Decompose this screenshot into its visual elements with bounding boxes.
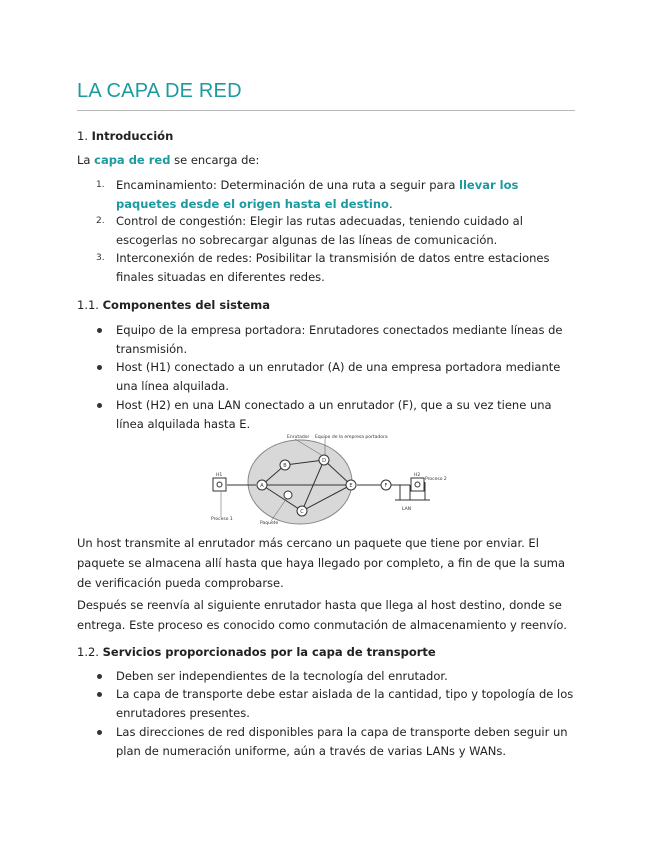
section-number: 1. [77, 129, 88, 143]
node-label: F [384, 483, 388, 489]
page-title: LA CAPA DE RED [77, 80, 242, 102]
bullet-icon [97, 403, 102, 408]
packet-icon [284, 491, 292, 499]
diagram-label: LAN [402, 507, 412, 512]
node-label: B [283, 463, 287, 469]
diagram-label: Enrutador [287, 435, 310, 440]
bullet-icon [97, 328, 102, 333]
highlight-term: llevar los paquetes desde el origen hasta el destino [116, 178, 519, 211]
bullet-item: Host (H2) en una LAN conectado a un enrutador (F), que a su vez tiene una línea alquilada hasta E. [116, 396, 576, 434]
process-icon [217, 482, 222, 487]
diagram-label: H2 [414, 473, 421, 478]
node-label: A [260, 483, 264, 489]
bullet-icon [97, 730, 102, 735]
process-icon [415, 482, 420, 487]
diagram-label: Equipo de la empresa portadora [315, 435, 388, 440]
network-diagram [205, 432, 465, 532]
section-title: Componentes del sistema [102, 298, 271, 312]
list-item: 3. Interconexión de redes: Posibilitar la transmisión de datos entre estaciones finales situadas en diferentes redes. [96, 251, 550, 284]
node-label: C [300, 509, 304, 515]
bullet-icon [97, 692, 102, 697]
bullet-item: Las direcciones de red disponibles para la capa de transporte deben seguir un plan de numeración uniforme, aún a través de varias LANs y WANs. [116, 723, 576, 761]
diagram-label: Proceso 2 [425, 477, 447, 482]
bullet-item: Deben ser independientes de la tecnología del enrutador. [116, 667, 576, 686]
bullet-item: Host (H1) conectado a un enrutador (A) de una empresa portadora mediante una línea alquilada. [116, 358, 576, 396]
section-title: Introducción [91, 129, 174, 143]
paragraph-2: Después se reenvía al siguiente enrutador hasta que llega al host destino, donde se entrega. Este proceso es conocido como conmutación de almacenamiento y reenvío. [77, 598, 567, 632]
intro-lead: La capa de red se encarga de: [77, 153, 260, 167]
diagram-label: Paquete [260, 521, 279, 526]
bullet-icon [97, 674, 102, 679]
node-label: D [322, 458, 326, 464]
item-number: 3. [96, 253, 105, 263]
title-divider [77, 110, 575, 111]
diagram-label: H1 [216, 473, 223, 478]
section-heading-intro [77, 129, 173, 143]
diagram-label: Proceso 1 [211, 517, 233, 522]
paragraph-1: Un host transmite al enrutador más cercano un paquete que tiene por enviar. El paquete se almacena allí hasta que haya llegado por completo, a fin de que la suma de verificación pueda comprobarse. [77, 536, 566, 590]
highlight-term: capa de red [94, 153, 171, 167]
item-number: 2. [96, 216, 105, 226]
list-item: 2. Control de congestión: Elegir las rutas adecuadas, teniendo cuidado al escogerlas no sobrecargar algunas de las líneas de comunicación. [96, 214, 523, 247]
bullet-icon [97, 365, 102, 370]
bullet-item: La capa de transporte debe estar aislada de la cantidad, tipo y topología de los enrutadores presentes. [116, 685, 576, 723]
item-number: 1. [96, 180, 105, 190]
section-heading-components [77, 298, 270, 312]
bullet-item: Equipo de la empresa portadora: Enrutadores conectados mediante líneas de transmisión. [116, 321, 576, 359]
list-item: 1. Encaminamiento: Determinación de una ruta a seguir para llevar los paquetes desde el origen hasta el destino. [96, 178, 519, 211]
node-label: E [349, 483, 353, 489]
section-title: Servicios proporcionados por la capa de transporte [102, 645, 436, 659]
section-heading-services [77, 645, 436, 659]
section-number: 1.2. [77, 645, 99, 659]
section-number: 1.1. [77, 298, 99, 312]
